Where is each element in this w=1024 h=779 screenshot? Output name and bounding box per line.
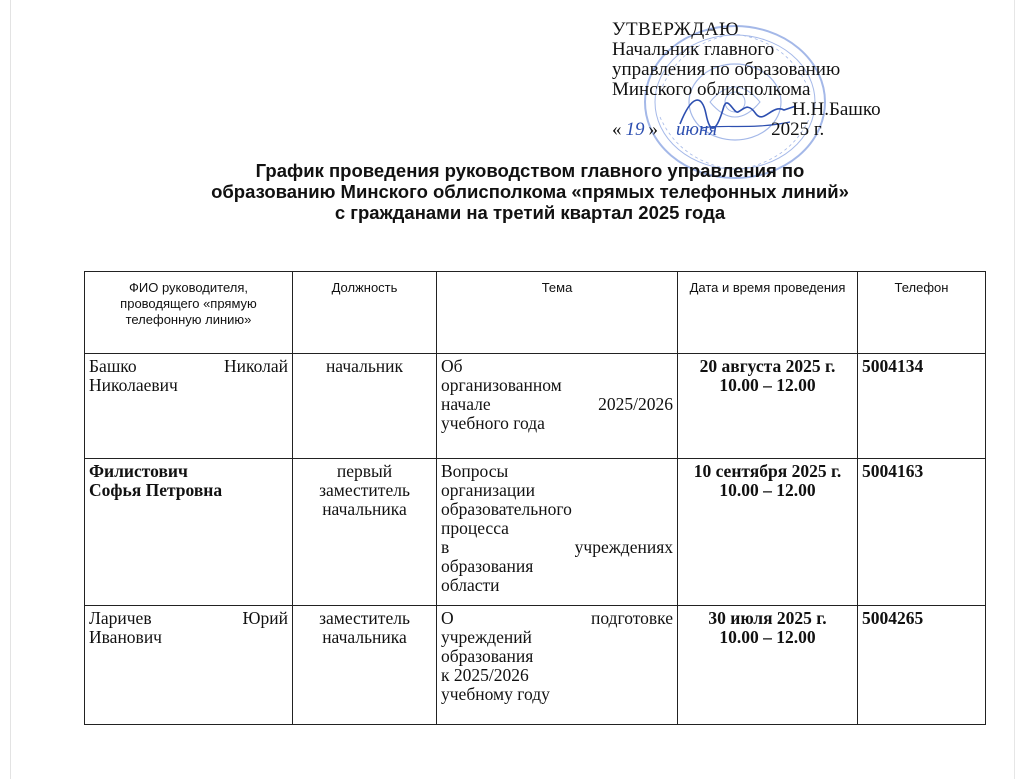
approval-block xyxy=(612,20,972,140)
name-line1: Филистович xyxy=(89,461,188,481)
name-line2: Софья Петровна xyxy=(89,480,223,500)
cell-position: первый заместитель начальника xyxy=(293,459,437,606)
date-day: 19 xyxy=(625,119,645,140)
topic-line: Вопросы xyxy=(441,461,509,481)
title-line1: График проведения руководством главного управления по xyxy=(255,160,805,181)
cell-position: заместитель начальника xyxy=(293,606,437,725)
topic-line: организованном xyxy=(441,375,562,395)
name-line1: Ларичев Юрий xyxy=(89,608,288,628)
header-phone: Телефон xyxy=(858,272,986,354)
cell-topic xyxy=(437,459,678,606)
title-line3: с гражданами на третий квартал 2025 года xyxy=(334,202,726,223)
cell-datetime xyxy=(678,354,858,459)
cell-topic xyxy=(437,354,678,459)
topic-line: О подготовке xyxy=(441,608,673,628)
header-topic: Тема xyxy=(437,272,678,354)
header-position: Должность xyxy=(293,272,437,354)
signatory-name: Н.Н.Башко xyxy=(792,99,881,120)
table-row xyxy=(85,354,986,459)
name-line2: Николаевич xyxy=(89,375,178,395)
name-line1: Башко Николай xyxy=(89,356,288,376)
date-quote-open: « xyxy=(612,119,622,140)
header-datetime: Дата и время проведения xyxy=(678,272,858,354)
topic-line: области xyxy=(441,575,500,595)
cell-phone: 5004163 xyxy=(858,459,986,606)
cell-phone: 5004134 xyxy=(858,354,986,459)
title-line2: образованию Минского облисполкома «прямых телефонных линий» xyxy=(211,181,849,202)
schedule-table xyxy=(84,271,986,725)
topic-line: учебного года xyxy=(441,413,545,433)
cell-datetime xyxy=(678,459,858,606)
cell-topic xyxy=(437,606,678,725)
table-row xyxy=(85,459,986,606)
topic-line: образования xyxy=(441,556,534,576)
topic-line: к 2025/2026 xyxy=(441,665,529,685)
table-header-row xyxy=(85,272,986,354)
approve-heading: УТВЕРЖДАЮ xyxy=(612,19,739,40)
cell-phone: 5004265 xyxy=(858,606,986,725)
topic-line: Об xyxy=(441,356,463,376)
date-value: 10 сентября 2025 г. xyxy=(693,461,842,481)
cell-name xyxy=(85,606,293,725)
approver-title-line3: Минского облисполкома xyxy=(612,79,811,100)
date-value: 20 августа 2025 г. xyxy=(699,356,836,376)
cell-name xyxy=(85,354,293,459)
document-title xyxy=(100,160,960,223)
topic-line: образования xyxy=(441,646,534,666)
topic-line: в учреждениях xyxy=(441,537,673,557)
approver-title-line1: Начальник главного xyxy=(612,39,775,60)
topic-line: учебному году xyxy=(441,684,550,704)
table-row xyxy=(85,606,986,725)
time-value: 10.00 – 12.00 xyxy=(719,627,816,647)
header-name: ФИО руководителя, проводящего «прямую телефонную линию» xyxy=(85,272,293,354)
cell-position: начальник xyxy=(293,354,437,459)
scan-edge-right xyxy=(1014,0,1015,779)
topic-line: организации xyxy=(441,480,535,500)
name-line2: Иванович xyxy=(89,627,162,647)
approval-date xyxy=(612,120,972,140)
time-value: 10.00 – 12.00 xyxy=(719,480,816,500)
date-month: июня xyxy=(676,119,718,140)
date-value: 30 июля 2025 г. xyxy=(708,608,827,628)
date-year: 2025 г. xyxy=(771,119,825,140)
approver-title-line2: управления по образованию xyxy=(612,59,841,80)
topic-line: процесса xyxy=(441,518,509,538)
cell-datetime xyxy=(678,606,858,725)
scan-edge-left xyxy=(10,0,11,779)
topic-line: учреждений xyxy=(441,627,532,647)
cell-name xyxy=(85,459,293,606)
topic-line: начале 2025/2026 xyxy=(441,394,673,414)
date-quote-close: » xyxy=(648,119,658,140)
time-value: 10.00 – 12.00 xyxy=(719,375,816,395)
topic-line: образовательного xyxy=(441,499,572,519)
